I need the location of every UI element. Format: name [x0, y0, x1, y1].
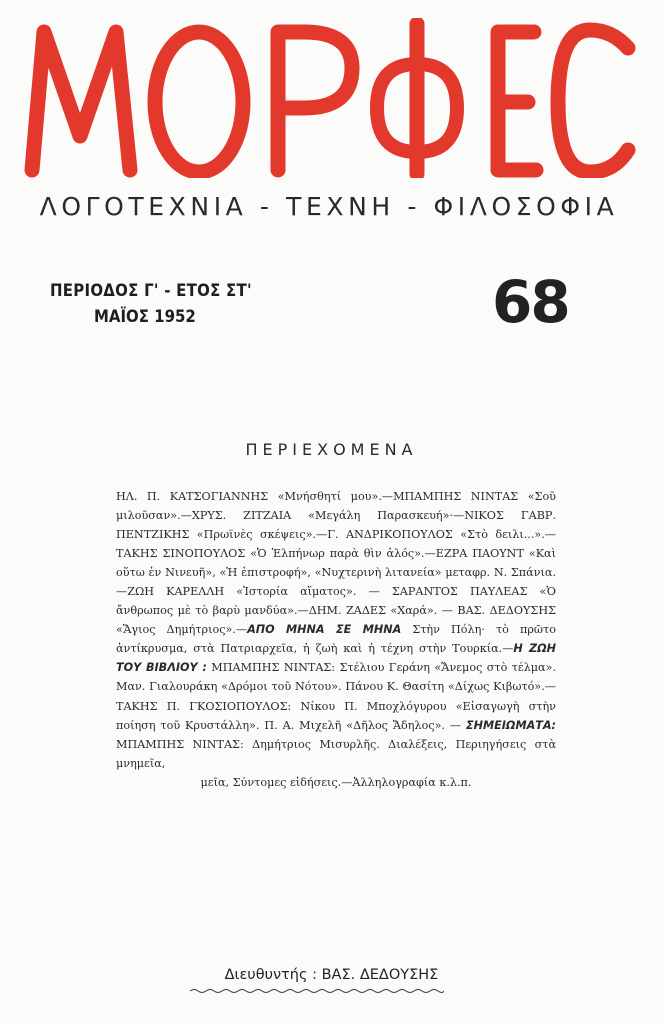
contents-segment: ΗΛ. Π. ΚΑΤΣΟΓΙΑΝΝΗΣ «Μνήσθητί μου».—ΜΠΑΜΠΗΣ ΝΙΝΤΑΣ «Σοῦ μιλοῦσαν».—ΧΡΥΣ. ΖΙΤΖΑΙΑ «Μεγάλη Παρασκευή»·—ΝΙΚΟΣ ΓΑΒΡ. ΠΕΝΤΖΙΚΗΣ «Πρωϊνὲς σκέψεις».—Γ. ΑΝΔΡΙΚΟΠΟΥΛΟΣ «Στὸ δειλι...».—ΤΑΚΗΣ ΣΙΝΟΠΟΥΛΟΣ «Ὁ Ἐλπήνωρ παρὰ θὶν ἁλός».—ΕΖΡΑ ΠΑΟΥΝΤ «Καὶ οὕτω ἐν Νινευῆ», «Ἡ ἐπιστροφή», «Νυχτερινὴ λιτανεία» μεταφρ. Ν. Σπάνια.—ΖΩΗ ΚΑΡΕΛΛΗ «Ἱστορία αἵματος». — ΣΑΡΑΝΤΟΣ ΠΑΥΛΕΑΣ «Ὁ ἄνθρωπος μὲ τὸ βαρὺ μανδύα».—ΔΗΜ. ΖΑΔΕΣ «Χαρά». — ΒΑΣ. ΔΕΔΟΥΣΗΣ «Ἅγιος Δημήτριος».—: [116, 490, 556, 637]
issue-period: ΠΕΡΙΟΔΟΣ Γ' - ΕΤΟΣ ΣΤ': [50, 281, 252, 301]
contents-segment: Στὴν Πόλη· τὸ πρῶτο ἀντίκρυσμα, στὰ Πατριαρχεῖα, ἡ ζωὴ καὶ ἡ τέχνη στὴν Τουρκία.—: [116, 623, 556, 656]
section-heading-zoi-vivliou: Η ΖΩΗ ΤΟΥ ΒΙΒΛΙΟΥ :: [116, 642, 556, 675]
masthead-logo: [22, 18, 642, 178]
director-underline: [190, 988, 444, 994]
contents-paragraph: [116, 487, 556, 792]
contents-last-line: μεῖα, Σύντομες εἰδήσεις.—Ἀλληλογραφία κ.λ.π.: [200, 775, 472, 789]
contents-segment: ΜΠΑΜΠΗΣ ΝΙΝΤΑΣ: Στέλιου Γεράνη «Ἄνεμος στὸ τέλμα». Μαν. Γιαλουράκη «Δρόμοι τοῦ Νότου». Πάνου Κ. Θασίτη «Δίχως Κιβωτό».—ΤΑΚΗΣ Π. ΓΚΟΣΙΟΠΟΥΛΟΣ: Νίκου Π. Μποχλόγυρου «Εἰσαγωγὴ στὴν ποίηση τοῦ Κρυστάλλη». Π. Α. Μιχελῆ «Δῆλος Ἄδηλος». —: [116, 661, 557, 732]
magazine-subtitle: ΛΟΓΟΤΕΧΝΙΑ - ΤΕΧΝΗ - ΦΙΛΟΣΟΦΙΑ: [39, 192, 619, 221]
director-line: [0, 967, 663, 983]
section-heading-simeiomata: ΣΗΜΕΙΩΜΑΤΑ:: [465, 718, 556, 732]
issue-number: 68: [492, 268, 569, 336]
issue-date: ΜΑΪΟΣ 1952: [94, 307, 196, 327]
director-name: ΒΑΣ. ΔΕΔΟΥΣΗΣ: [321, 967, 439, 983]
director-label: Διευθυντής :: [224, 967, 317, 983]
contents-segment: ΜΠΑΜΠΗΣ ΝΙΝΤΑΣ: Δημήτριος Μισυρλῆς. Διαλέξεις, Περιηγήσεις στὰ μνημεῖα,: [116, 737, 556, 770]
contents-heading: ΠΕΡΙΕΧΟΜΕΝΑ: [245, 440, 418, 459]
section-heading-apo-mina: ΑΠΟ ΜΗΝΑ ΣΕ ΜΗΝΑ: [247, 623, 402, 637]
contents-list: [116, 487, 556, 792]
